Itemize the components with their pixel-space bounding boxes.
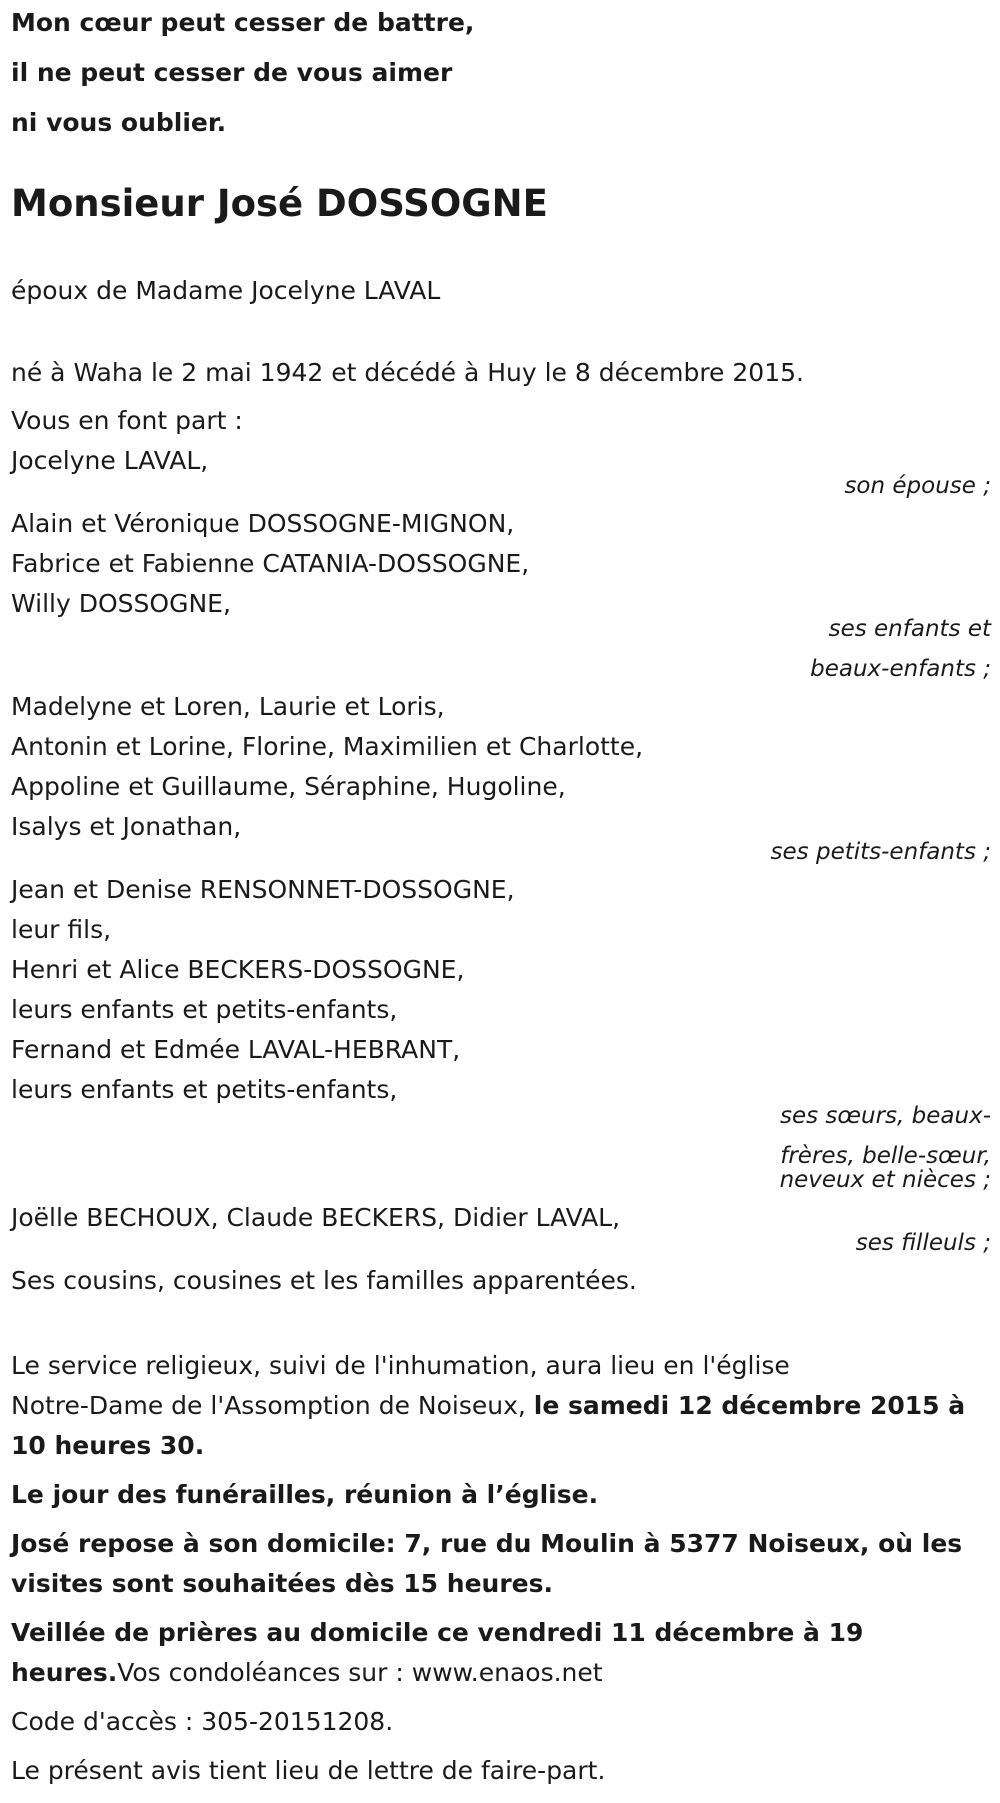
vigil-time-end: heures. <box>11 1658 118 1687</box>
funeral-day-line: Le jour des funérailles, réunion à l’église. <box>11 1480 599 1509</box>
children-relation-2: beaux-enfants ; <box>810 656 991 682</box>
access-code-line: Code d'accès : 305-20151208. <box>11 1707 394 1736</box>
poem-line-1: Mon cœur peut cesser de battre, <box>11 8 475 37</box>
grandchildren-name-2: Antonin et Lorine, Florine, Maximilien et Charlotte, <box>11 732 644 761</box>
children-name-3: Willy DOSSOGNE, <box>11 589 231 618</box>
deceased-name: Monsieur José DOSSOGNE <box>11 182 548 225</box>
service-line-2 <box>11 1391 965 1421</box>
siblings-relation-1: ses sœurs, beaux- <box>779 1103 991 1129</box>
children-name-2: Fabrice et Fabienne CATANIA-DOSSOGNE, <box>11 549 530 578</box>
spouse-name: Jocelyne LAVAL, <box>11 446 209 475</box>
birth-death-line: né à Waha le 2 mai 1942 et décédé à Huy le 8 décembre 2015. <box>11 358 804 387</box>
godchildren-names: Joëlle BECHOUX, Claude BECKERS, Didier LAVAL, <box>11 1203 621 1232</box>
poem-line-3: ni vous oublier. <box>11 108 227 137</box>
repose-line-1: José repose à son domicile: 7, rue du Moulin à 5377 Noiseux, où les <box>11 1529 963 1558</box>
service-line-1: Le service religieux, suivi de l'inhumation, aura lieu en l'église <box>11 1351 790 1380</box>
service-time: 10 heures 30. <box>11 1431 205 1460</box>
grandchildren-name-3: Appoline et Guillaume, Séraphine, Hugoline, <box>11 772 566 801</box>
siblings-relation-2: frères, belle-sœur, <box>780 1143 991 1169</box>
siblings-name-1: Jean et Denise RENSONNET-DOSSOGNE, <box>11 875 515 904</box>
grandchildren-name-1: Madelyne et Loren, Laurie et Loris, <box>11 692 445 721</box>
grandchildren-relation: ses petits-enfants ; <box>770 839 991 865</box>
siblings-name-3: Henri et Alice BECKERS-DOSSOGNE, <box>11 955 465 984</box>
service-place: Notre-Dame de l'Assomption de Noiseux, <box>11 1391 534 1420</box>
grandchildren-name-4: Isalys et Jonathan, <box>11 812 242 841</box>
cousins-line: Ses cousins, cousines et les familles apparentées. <box>11 1266 637 1295</box>
godchildren-relation: ses filleuls ; <box>855 1230 991 1256</box>
siblings-name-2: leur fils, <box>11 915 112 944</box>
service-date: le samedi 12 décembre 2015 à <box>533 1391 966 1420</box>
siblings-name-6: leurs enfants et petits-enfants, <box>11 1075 398 1104</box>
vigil-line-2 <box>11 1658 603 1688</box>
closing-line: Le présent avis tient lieu de lettre de faire-part. <box>11 1756 606 1785</box>
siblings-name-5: Fernand et Edmée LAVAL-HEBRANT, <box>11 1035 461 1064</box>
vigil-line-1: Veillée de prières au domicile ce vendredi 11 décembre à 19 <box>11 1618 864 1647</box>
repose-line-2: visites sont souhaitées dès 15 heures. <box>11 1569 553 1598</box>
children-relation-1: ses enfants et <box>828 616 991 642</box>
spouse-line: époux de Madame Jocelyne LAVAL <box>11 276 441 305</box>
poem-line-2: il ne peut cesser de vous aimer <box>11 58 453 87</box>
siblings-relation-3: neveux et nièces ; <box>779 1167 991 1193</box>
intro-line: Vous en font part : <box>11 406 243 435</box>
spouse-relation: son épouse ; <box>844 473 991 499</box>
children-name-1: Alain et Véronique DOSSOGNE-MIGNON, <box>11 509 515 538</box>
condolences-text: Vos condoléances sur : www.enaos.net <box>117 1658 603 1687</box>
siblings-name-4: leurs enfants et petits-enfants, <box>11 995 398 1024</box>
